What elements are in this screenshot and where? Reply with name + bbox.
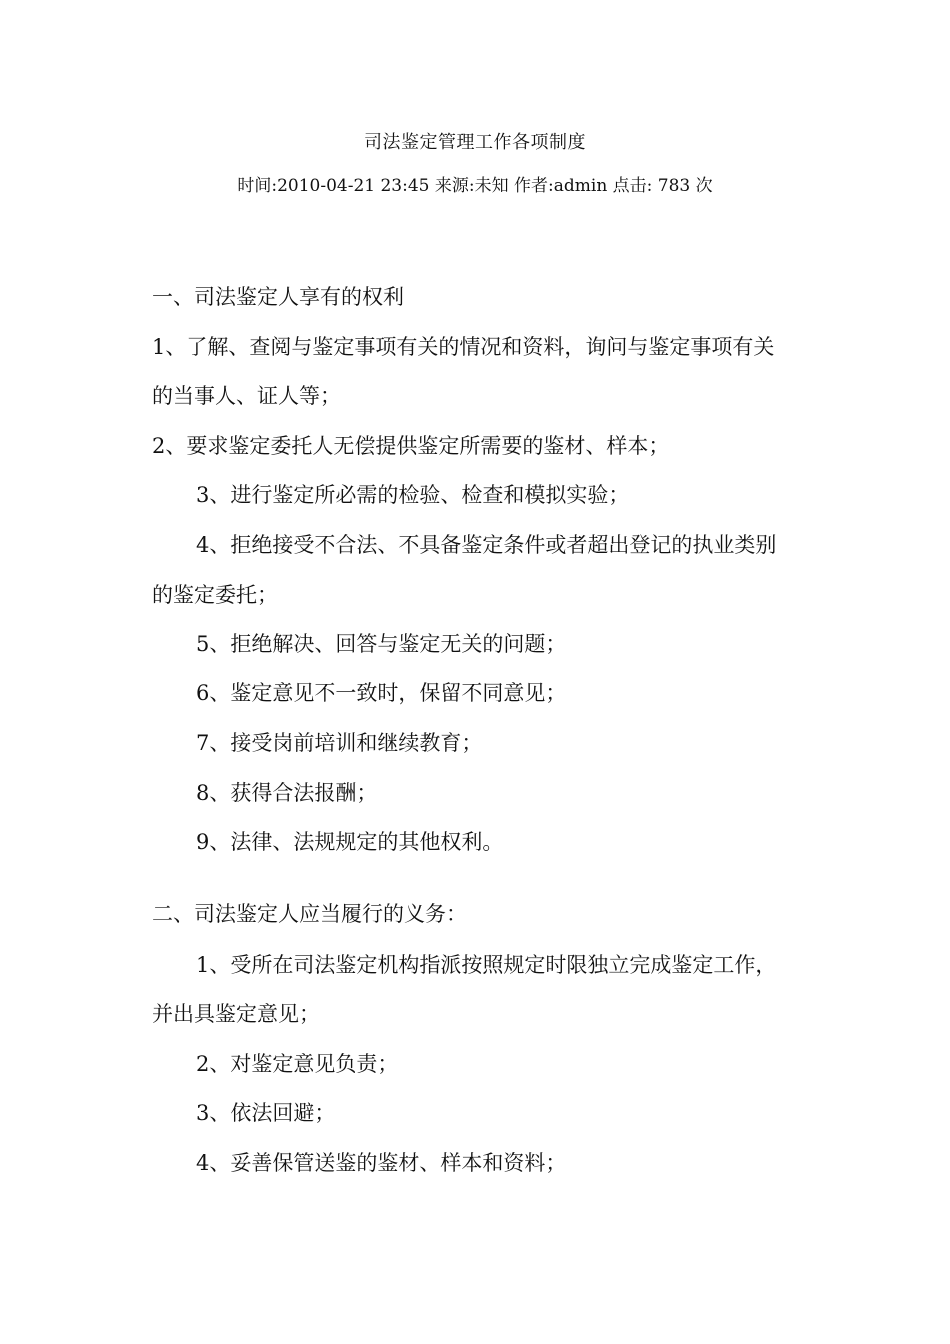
document-meta-info: 时间:2010-04-21 23:45 来源:未知 作者:admin 点击: 783 次 <box>237 176 713 196</box>
section-2-item-1-line-2: 并出具鉴定意见； <box>152 1002 320 1026</box>
section-2-item-2: 2、对鉴定意见负责； <box>196 1052 399 1076</box>
section-2-heading: 二、司法鉴定人应当履行的义务： <box>152 902 467 926</box>
section-1-item-4-line-1: 4、拒绝接受不合法、不具备鉴定条件或者超出登记的执业类别 <box>196 533 777 557</box>
section-1-item-7: 7、接受岗前培训和继续教育； <box>196 731 483 755</box>
section-1-item-1-line-1: 1、了解、查阅与鉴定事项有关的情况和资料，询问与鉴定事项有关 <box>152 335 775 359</box>
section-1-item-1-line-2: 的当事人、证人等； <box>152 384 341 408</box>
section-1-item-6: 6、鉴定意见不一致时，保留不同意见； <box>196 681 567 705</box>
section-2-item-4: 4、妥善保管送鉴的鉴材、样本和资料； <box>196 1151 567 1175</box>
section-1-item-5: 5、拒绝解决、回答与鉴定无关的问题； <box>196 632 567 656</box>
section-1-item-8: 8、获得合法报酬； <box>196 781 378 805</box>
document-title: 司法鉴定管理工作各项制度 <box>364 132 586 153</box>
section-2-item-1-line-1: 1、受所在司法鉴定机构指派按照规定时限独立完成鉴定工作， <box>196 953 777 977</box>
section-1-item-9: 9、法律、法规规定的其他权利。 <box>196 830 504 854</box>
section-2-item-3: 3、依法回避； <box>196 1101 336 1125</box>
section-1-item-4-line-2: 的鉴定委托； <box>152 583 278 607</box>
section-1-item-2: 2、要求鉴定委托人无偿提供鉴定所需要的鉴材、样本； <box>152 434 670 458</box>
section-1-heading: 一、司法鉴定人享有的权利 <box>152 285 404 309</box>
section-1-item-3: 3、进行鉴定所必需的检验、检查和模拟实验； <box>196 483 630 507</box>
